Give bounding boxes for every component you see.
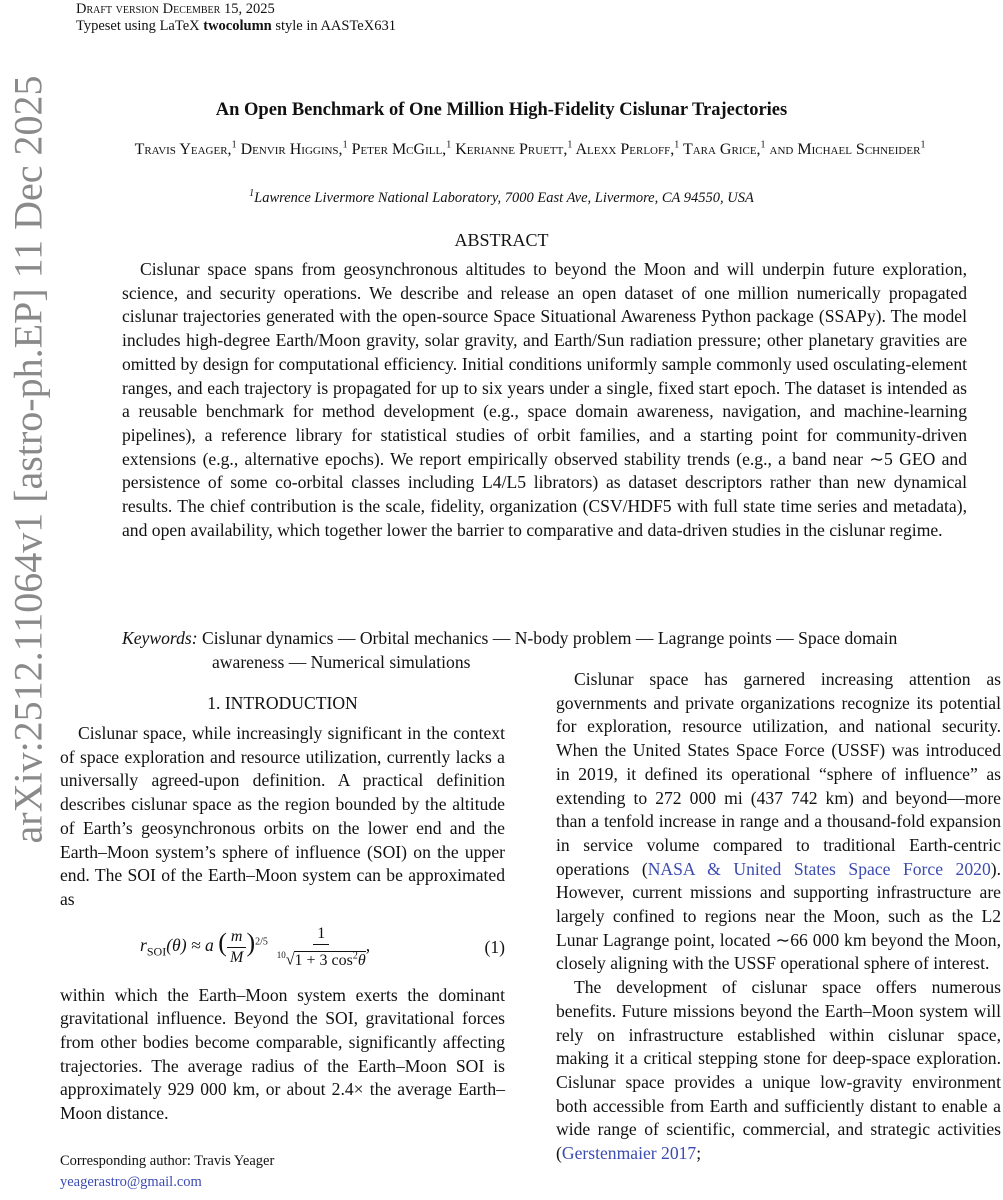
citation-link[interactable]: NASA & United States Space Force 2020: [647, 858, 991, 879]
p3-text-b: ). However, current missions and supporting infrastructure are largely confined to regions near the Moon, such as the L2 Lunar Lagrange point, located ∼66 000 km beyond the Moon, closely aligning with the USSF operational sphere of interest.: [556, 858, 1002, 974]
draft-line: [76, 0, 275, 18]
equation-number: (1): [484, 936, 505, 957]
equation-soi: [60, 912, 505, 984]
latex-logo: LaTeX: [159, 18, 200, 34]
intro-paragraph-2: within which the Earth–Moon system exerts the dominant gravitational influence. Beyond the SOI, gravitational forces from other bodies become comparable, significantly affecting trajectories. The average radius of the Earth–Moon SOI is approximately 929 000 km, or about 2.4× the average Earth–Moon distance.: [60, 984, 505, 1124]
author: [135, 141, 237, 158]
author-name: Alexx Perloff,: [575, 141, 675, 159]
author-affil-sup: 1: [920, 140, 926, 151]
author-name: Peter McGill,: [351, 141, 447, 159]
citation-link[interactable]: Gerstenmaier 2017: [561, 1143, 697, 1164]
author: [352, 141, 452, 158]
author: [455, 141, 572, 158]
abstract-text: Cislunar space spans from geosynchronous altitudes to beyond the Moon and will underpin future exploration, science, and security operations. We describe and release an open dataset of one million numerically propagated cislunar trajectories generated with the open-source Space Situational Awareness Python package (SSAPy). The model includes high-degree Earth/Moon gravity, solar gravity, and Earth/Sun radiation pressure; other planetary gravities are omitted by design for computational efficiency. Initial conditions uniformly sample commonly used osculating-element ranges, and each trajectory is propagated for up to six years under a single, fixed start epoch. The dataset is intended as a reusable benchmark for method development (e.g., space domain awareness, navigation, and machine-learning pipelines), a reference library for statistical studies of orbit families, and a starting point for community-driven extensions (e.g., alternative epochs). We report empirically observed stability trends (e.g., a band near ∼5 GEO and persistence of some co-orbital classes including L4/L5 librators) as dataset descriptors rather than new dynamical results. The chief contribution is the scale, fidelity, organization (CSV/HDF5 with full state time series and metadata), and open availability, which together lower the barrier to comparative and data-driven studies in the cislunar regime.: [122, 259, 967, 540]
paper-title: An Open Benchmark of One Million High-Fidelity Cislunar Trajectories: [215, 100, 788, 120]
affiliation-text: Lawrence Livermore National Laboratory, 7000 East Ave, Livermore, CA 94550, USA: [254, 189, 754, 206]
p4-text-a: The development of cislunar space offers numerous benefits. Future missions beyond the Earth–Moon system will rely on infrastructure established within cislunar space, making it a critical stepping stone for deep-space exploration. Cislunar space provides a unique low-gravity environment both accessible from Earth and sufficiently distant to enable a wide range of scientific, commercial, and strategic activities (: [556, 977, 1001, 1164]
keywords-label: Keywords:: [122, 628, 198, 648]
section-heading: 1. INTRODUCTION: [207, 693, 358, 713]
draft-version: Draft version December 15, 2025: [76, 1, 275, 17]
left-column: [60, 722, 505, 1126]
author: [770, 141, 926, 158]
keywords-text: Cislunar dynamics — Orbital mechanics — N-body problem — Lagrange points — Space domain awareness — Numerical simulations: [202, 628, 898, 672]
author-name: and Michael Schneider: [769, 141, 921, 159]
typeset-bold: twocolumn: [199, 18, 272, 34]
author-affil-sup: 1: [342, 140, 348, 151]
arxiv-watermark: arXiv:2512.11064v1 [astro-ph.EP] 11 Dec 2025: [5, 75, 51, 844]
footnote: [60, 1151, 274, 1193]
author-affil-sup: 1: [567, 140, 573, 151]
author: [575, 141, 679, 158]
typeset-post: style in AASTeX631: [271, 18, 396, 34]
p3-text-a: Cislunar space has garnered increasing attention as governments and private organizations recognize its potential for exploration, resource utilization, and national security. When the United States Space Force (USSF) was introduced in 2019, it defined its operational “sphere of influence” as extending to 272 000 mi (437 742 km) and beyond—more than a tenfold increase in range and a thousand-fold expansion in service volume compared to traditional Earth-centric operations (: [556, 669, 1001, 879]
corresponding-author: Corresponding author: Travis Yeager: [60, 1153, 275, 1169]
intro-paragraph-1: Cislunar space, while increasingly significant in the context of space exploration and resource utilization, currently lacks a universally agreed-upon definition. A practical definition describes cislunar space as the region bounded by the altitude of Earth’s geosynchronous orbits on the lower end and the Earth–Moon system’s sphere of influence (SOI) on the upper end. The SOI of the Earth–Moon system can be approximated as: [60, 723, 505, 909]
author-name: Tara Grice,: [682, 141, 761, 159]
intro-paragraph-3: [556, 668, 1001, 976]
author-list: [80, 135, 980, 161]
intro-paragraph-4: [556, 976, 1001, 1166]
author: [683, 141, 766, 158]
affiliation: [0, 188, 1003, 207]
author-name: Kerianne Pruett,: [455, 141, 568, 159]
author-affil-sup: 1: [674, 140, 680, 151]
p4-text-b: ;: [696, 1143, 702, 1164]
typeset-line: [76, 17, 396, 35]
author-affil-sup: 1: [446, 140, 452, 151]
author-name: Travis Yeager,: [134, 141, 232, 159]
right-column: [556, 668, 1001, 1166]
abstract-heading: ABSTRACT: [454, 230, 549, 250]
affiliation-sup: 1: [249, 188, 255, 199]
typeset-pre: Typeset using: [76, 18, 160, 34]
author-affil-sup: 1: [231, 140, 237, 151]
email-link[interactable]: yeagerastro@gmail.com: [60, 1174, 202, 1190]
equation-body: $r_{SOI}(\theta) \approx a$ ( $\frac{m}{M}$ )$^{2/5}$ $\frac{1}{^{10}√1 + 3 \cos^2\theta}$ ,: [140, 925, 371, 969]
author: [241, 141, 348, 158]
author-name: Denvir Higgins,: [240, 141, 343, 159]
author-affil-sup: 1: [760, 140, 766, 151]
